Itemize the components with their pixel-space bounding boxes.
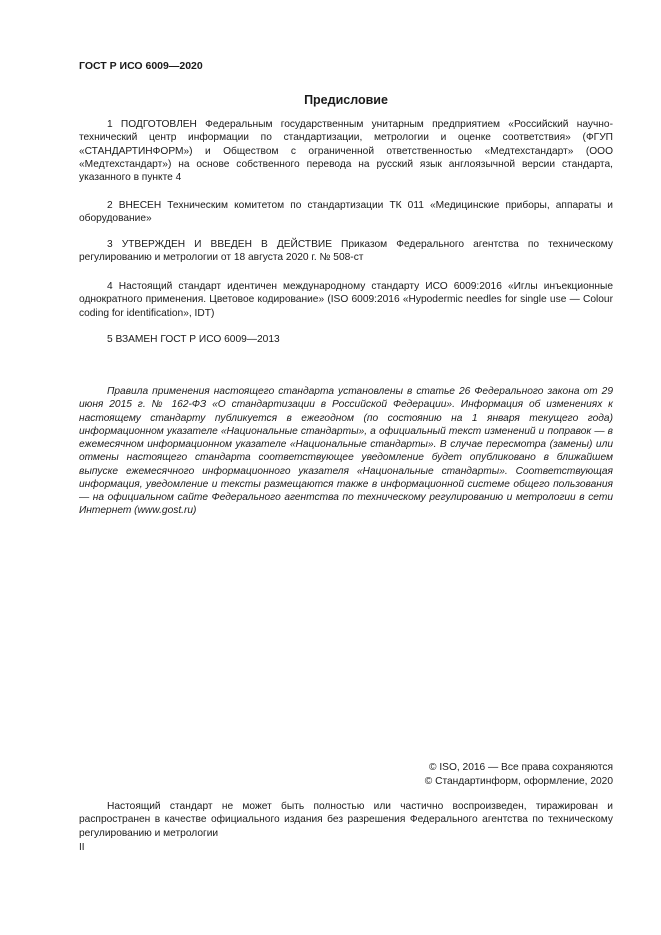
reproduction-notice: Настоящий стандарт не может быть полностью или частично воспроизведен, тиражирован и распространен в качестве официального издания без разрешения Федерального агентства по техническому регулированию и метрологии: [79, 801, 613, 839]
foreword-item-2: 2 ВНЕСЕН Техническим комитетом по стандартизации ТК 011 «Медицинские приборы, аппараты и оборудование»: [79, 200, 613, 225]
legal-notice: Правила применения настоящего стандарта установлены в статье 26 Федерального закона от 29 июня 2015 г. № 162-ФЗ «О стандартизации в Российской Федерации». Информация об изменениях к настоящему стандарту публикуется в ежегодном (по состоянию на 1 января текущего года) информационном указателе «Национальные стандарты», а официальный текст изменений и поправок — в ежемесячном информационном указателе «Национальные стандарты». В случае пересмотра (замены) или отмены настоящего стандарта соответствующее уведомление будет опубликовано в ближайшем выпуске ежемесячного информационного указателя «Национальные стандарты». Соответствующая информация, уведомление и тексты размещаются также в информационной системе общего пользования — на официальном сайте Федерального агентства по техническому регулированию и метрологии в сети Интернет (www.gost.ru): [79, 386, 613, 517]
copyright-block: [79, 761, 613, 789]
foreword-item-5: 5 ВЗАМЕН ГОСТ Р ИСО 6009—2013: [107, 334, 280, 345]
copyright-iso: © ISO, 2016 — Все права сохраняются: [429, 762, 613, 773]
standard-id: ГОСТ Р ИСО 6009—2020: [79, 60, 203, 72]
copyright-publisher: © Стандартинформ, оформление, 2020: [424, 775, 613, 787]
foreword-item-4: 4 Настоящий стандарт идентичен международному стандарту ИСО 6009:2016 «Иглы инъекционные однократного применения. Цветовое кодирование» (ISO 6009:2016 «Hypodermic needles for single use — Colour coding for identification», IDT): [79, 281, 613, 319]
page-number: II: [79, 842, 85, 853]
page-title: Предисловие: [304, 93, 388, 107]
foreword-item-3: 3 УТВЕРЖДЕН И ВВЕДЕН В ДЕЙСТВИЕ Приказом Федерального агентства по техническому регулированию и метрологии от 18 августа 2020 г. № 508-ст: [79, 239, 613, 264]
foreword-item-1: 1 ПОДГОТОВЛЕН Федеральным государственным унитарным предприятием «Российский научно-технический центр информации по стандартизации, метрологии и оценке соответствия» (ФГУП «СТАНДАРТИНФОРМ») и Обществом с ограниченной ответственностью «Медтехстандарт» (ООО «Медтехстандарт») на основе собственного перевода на русский язык англоязычной версии стандарта, указанного в пункте 4: [79, 119, 613, 183]
